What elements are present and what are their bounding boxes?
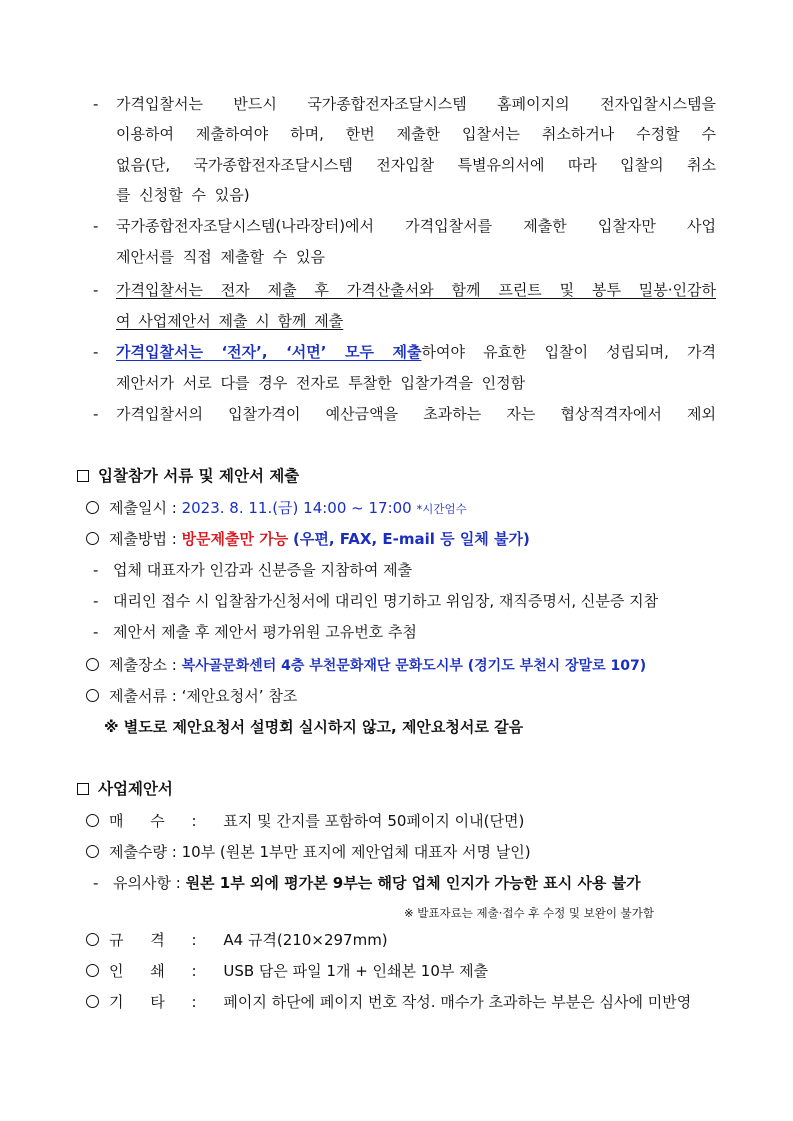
submission-datetime [86,498,467,519]
presentation-note: ※ 발표자료는 제출·접수 후 수정 및 보완이 불가함 [404,906,654,920]
proposal-size-label: 규 격 : [109,931,224,949]
proposal-pages [86,811,524,831]
method-sub-3-text: 제안서 제출 후 제안서 평가위원 고유번호 추첨 [113,623,417,641]
bid-note-2-line-2: 제안서를 직접 제출할 수 있음 [116,248,325,266]
bid-note-3-line-2: 여 사업제안서 제출 시 함께 제출 [116,312,344,330]
circle-bullet-icon [86,995,99,1008]
proposal-print-label: 인 쇄 : [109,962,224,980]
proposal-print [86,961,488,981]
proposal-size [86,930,388,950]
circle-bullet-icon [86,845,99,858]
circle-bullet-icon [86,501,99,514]
circle-bullet-icon [86,933,99,946]
proposal-quantity-label: 제출수량 : [109,843,182,861]
submission-docs [86,686,297,706]
submission-method [86,529,530,549]
proposal-caution: - 유의사항 : 원본 1부 외에 평가본 9부는 해당 업체 인지가 가능한 표시 사용 불가 [93,874,641,892]
proposal-caution-label: 유의사항 : [113,874,186,892]
submission-docs-value: ‘제안요청서’ 참조 [181,687,298,705]
method-sub-2-text: 대리인 접수 시 입찰참가신청서에 대리인 명기하고 위임장, 재직증명서, 신분증 지참 [113,592,659,610]
proposal-pages-value: 표지 및 간지를 포함하여 50페이지 이내(단면) [223,812,525,830]
bid-note-1-line-4: 를 신청할 수 있음) [116,186,250,204]
method-sub-2: - 대리인 접수 시 입찰참가신청서에 대리인 명기하고 위임장, 재직증명서, 신분증 지참 [93,592,659,610]
proposal-caution-value: 원본 1부 외에 평가본 9부는 해당 업체 인지가 가능한 표시 사용 불가 [185,874,641,892]
method-sub-1-text: 업체 대표자가 인감과 신분증을 지참하여 제출 [113,561,413,579]
bid-note-4-dash: - [93,343,99,361]
submission-datetime-note: *시간엄수 [416,502,467,516]
submission-place-value: 복사골문화센터 4층 부천문화재단 문화도시부 (경기도 부천시 장말로 107) [181,658,647,674]
submission-place [86,655,646,676]
bid-note-4-line-2: 제안서가 서로 다를 경우 전자로 투찰한 입찰가격을 인정함 [116,374,526,392]
proposal-etc [86,992,691,1012]
method-sub-3: - 제안서 제출 후 제안서 평가위원 고유번호 추첨 [93,623,417,641]
circle-bullet-icon [86,689,99,702]
circle-bullet-icon [86,532,99,545]
proposal-etc-label: 기 타 : [109,993,224,1011]
bid-note-5-line-1: 가격입찰서의 입찰가격이 예산금액을 초과하는 자는 협상적격자에서 제외 [116,405,716,423]
bid-note-2-dash: - [93,217,99,235]
submission-method-restriction: (우편, FAX, E-mail 등 일체 불가) [293,530,530,548]
bid-note-1-line-3: 없음(단, 국가종합전자조달시스템 전자입찰 특별유의서에 따라 입찰의 취소 [116,156,716,174]
submission-docs-label: 제출서류 : [109,687,182,705]
checkbox-square-icon [77,470,89,482]
proposal-print-value: USB 담은 파일 1개 + 인쇄본 10부 제출 [223,962,489,980]
circle-bullet-icon [86,814,99,827]
submission-method-label: 제출방법 : [109,530,182,548]
bid-note-2-line-1: 국가종합전자조달시스템(나라장터)에서 가격입찰서를 제출한 입찰자만 사업 [116,217,716,235]
section-1-title: 입찰참가 서류 및 제안서 제출 [98,467,300,485]
circle-bullet-icon [86,964,99,977]
bid-note-4-line-1 [116,342,716,362]
checkbox-square-icon [77,783,89,795]
bid-note-4-rest: 하여야 유효한 입찰이 성립되며, 가격 [421,343,716,361]
submission-method-value: 방문제출만 가능 [181,530,289,548]
bid-note-3-dash: - [93,281,99,299]
bid-note-1-dash: - [93,95,99,113]
proposal-quantity [86,842,531,862]
section-2-title: 사업제안서 [98,780,173,798]
submission-place-label: 제출장소 : [109,656,182,674]
bid-note-1-line-2: 이용하여 제출하여야 하며, 한번 제출한 입찰서는 취소하거나 수정할 수 [116,125,716,143]
bid-note-4-highlight: 가격입찰서는 ‘전자’, ‘서면’ 모두 제출 [116,343,422,361]
briefing-notice: ※ 별도로 제안요청서 설명회 실시하지 않고, 제안요청서로 갈음 [104,718,524,736]
submission-datetime-value: 2023. 8. 11.(금) 14:00 ~ 17:00 [181,499,412,517]
proposal-etc-value: 페이지 하단에 페이지 번호 작성. 매수가 초과하는 부분은 심사에 미반영 [223,993,692,1011]
method-sub-1: - 업체 대표자가 인감과 신분증을 지참하여 제출 [93,561,413,579]
circle-bullet-icon [86,658,99,671]
section-1-heading [77,466,299,486]
bid-note-1-line-1: 가격입찰서는 반드시 국가종합전자조달시스템 홈페이지의 전자입찰시스템을 [116,95,716,113]
submission-datetime-label: 제출일시 : [109,499,182,517]
proposal-pages-label: 매 수 : [109,812,224,830]
section-2-heading [77,779,173,799]
bid-note-3-line-1: 가격입찰서는 전자 제출 후 가격산출서와 함께 프린트 및 봉투 밀봉·인감하 [116,281,716,299]
proposal-size-value: A4 규격(210×297mm) [223,931,388,949]
bid-note-5-dash: - [93,405,99,423]
proposal-quantity-value: 10부 (원본 1부만 표지에 제안업체 대표자 서명 날인) [181,843,531,861]
